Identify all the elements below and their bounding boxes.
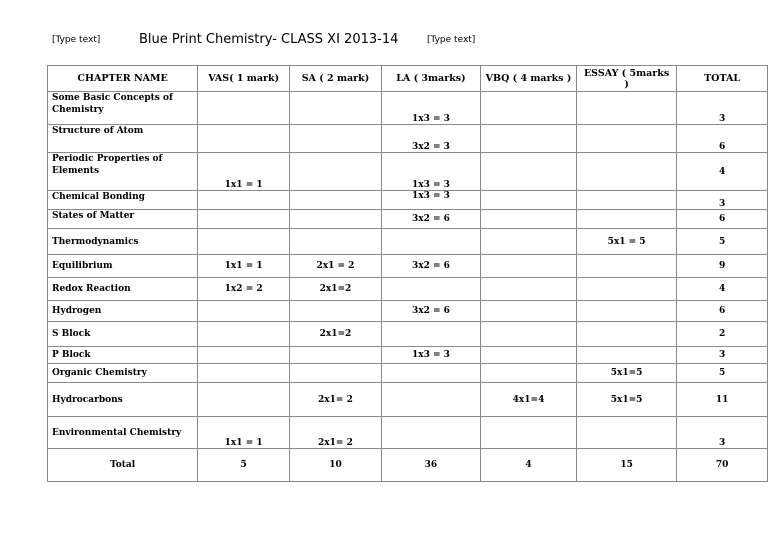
table-row bbox=[48, 322, 768, 347]
vas-total: 5 bbox=[198, 449, 290, 482]
sa-cell bbox=[290, 92, 382, 125]
table-row bbox=[48, 364, 768, 383]
la-cell bbox=[381, 383, 480, 417]
col-header-vbq: VBQ ( 4 marks ) bbox=[481, 66, 577, 92]
chapter-name: Periodic Properties of Elements bbox=[48, 153, 198, 191]
essay-cell bbox=[577, 301, 677, 322]
essay-cell: 5x1 = 5 bbox=[577, 229, 677, 255]
table-row bbox=[48, 191, 768, 210]
table-header-row bbox=[48, 66, 768, 92]
sa-cell bbox=[290, 229, 382, 255]
total-cell: 3 bbox=[677, 417, 768, 449]
vbq-cell bbox=[481, 364, 577, 383]
vas-cell bbox=[198, 347, 290, 364]
page-header bbox=[0, 32, 768, 52]
total-row bbox=[48, 449, 768, 482]
essay-cell bbox=[577, 347, 677, 364]
essay-total: 15 bbox=[577, 449, 677, 482]
la-cell: 1x3 = 3 bbox=[381, 191, 480, 210]
table-row bbox=[48, 278, 768, 301]
total-cell: 3 bbox=[677, 347, 768, 364]
table-row bbox=[48, 210, 768, 229]
vas-cell bbox=[198, 383, 290, 417]
vbq-cell bbox=[481, 153, 577, 191]
table-row bbox=[48, 92, 768, 125]
chapter-name: Environmental Chemistry bbox=[48, 417, 198, 449]
chapter-name: P Block bbox=[48, 347, 198, 364]
vbq-cell bbox=[481, 417, 577, 449]
vas-cell: 1x1 = 1 bbox=[198, 255, 290, 278]
la-cell bbox=[381, 229, 480, 255]
vbq-cell bbox=[481, 347, 577, 364]
vbq-cell bbox=[481, 229, 577, 255]
total-cell: 3 bbox=[677, 92, 768, 125]
table-row bbox=[48, 229, 768, 255]
total-cell: 5 bbox=[677, 364, 768, 383]
vas-cell bbox=[198, 92, 290, 125]
vas-cell bbox=[198, 229, 290, 255]
grand-total: 70 bbox=[677, 449, 768, 482]
sa-cell: 2x1=2 bbox=[290, 322, 382, 347]
sa-cell bbox=[290, 210, 382, 229]
col-header-vas: VAS( 1 mark) bbox=[198, 66, 290, 92]
vbq-cell bbox=[481, 301, 577, 322]
sa-cell bbox=[290, 347, 382, 364]
sa-cell bbox=[290, 125, 382, 153]
la-cell: 1x3 = 3 bbox=[381, 153, 480, 191]
essay-cell: 5x1=5 bbox=[577, 364, 677, 383]
essay-cell bbox=[577, 125, 677, 153]
vbq-cell bbox=[481, 255, 577, 278]
chapter-name: Equilibrium bbox=[48, 255, 198, 278]
chapter-name: Redox Reaction bbox=[48, 278, 198, 301]
la-cell bbox=[381, 417, 480, 449]
la-cell: 3x2 = 6 bbox=[381, 210, 480, 229]
document-title: Blue Print Chemistry- CLASS XI 2013-14 bbox=[139, 32, 399, 47]
vbq-cell bbox=[481, 191, 577, 210]
vas-cell bbox=[198, 364, 290, 383]
vas-cell bbox=[198, 322, 290, 347]
vas-cell bbox=[198, 301, 290, 322]
sa-cell bbox=[290, 364, 382, 383]
total-cell: 11 bbox=[677, 383, 768, 417]
table-row bbox=[48, 255, 768, 278]
table-row bbox=[48, 347, 768, 364]
essay-cell bbox=[577, 417, 677, 449]
total-cell: 4 bbox=[677, 278, 768, 301]
total-cell: 6 bbox=[677, 125, 768, 153]
vbq-cell: 4x1=4 bbox=[481, 383, 577, 417]
table-row bbox=[48, 125, 768, 153]
la-cell: 1x3 = 3 bbox=[381, 347, 480, 364]
la-cell: 3x2 = 3 bbox=[381, 125, 480, 153]
vbq-cell bbox=[481, 92, 577, 125]
total-cell: 9 bbox=[677, 255, 768, 278]
sa-cell: 2x1 = 2 bbox=[290, 255, 382, 278]
col-header-chapter: CHAPTER NAME bbox=[48, 66, 198, 92]
sa-cell bbox=[290, 191, 382, 210]
vbq-cell bbox=[481, 278, 577, 301]
essay-cell bbox=[577, 210, 677, 229]
vas-cell: 1x2 = 2 bbox=[198, 278, 290, 301]
total-cell: 5 bbox=[677, 229, 768, 255]
la-cell bbox=[381, 322, 480, 347]
chapter-name: Thermodynamics bbox=[48, 229, 198, 255]
vas-cell bbox=[198, 210, 290, 229]
header-right-placeholder[interactable]: [Type text] bbox=[427, 35, 476, 45]
table-row bbox=[48, 301, 768, 322]
vbq-cell bbox=[481, 210, 577, 229]
table-row bbox=[48, 383, 768, 417]
vas-cell bbox=[198, 125, 290, 153]
col-header-la: LA ( 3marks) bbox=[381, 66, 480, 92]
col-header-sa: SA ( 2 mark) bbox=[290, 66, 382, 92]
table-row bbox=[48, 153, 768, 191]
chapter-name: Organic Chemistry bbox=[48, 364, 198, 383]
total-cell: 6 bbox=[677, 301, 768, 322]
col-header-essay: ESSAY ( 5marks ) bbox=[577, 66, 677, 92]
chapter-name: Some Basic Concepts of Chemistry bbox=[48, 92, 198, 125]
total-cell: 4 bbox=[677, 153, 768, 191]
chapter-name: Hydrogen bbox=[48, 301, 198, 322]
chapter-name: Hydrocarbons bbox=[48, 383, 198, 417]
total-cell: 3 bbox=[677, 191, 768, 210]
sa-cell: 2x1=2 bbox=[290, 278, 382, 301]
sa-cell: 2x1= 2 bbox=[290, 383, 382, 417]
vbq-cell bbox=[481, 322, 577, 347]
sa-cell bbox=[290, 301, 382, 322]
essay-cell: 5x1=5 bbox=[577, 383, 677, 417]
blueprint-table bbox=[47, 65, 768, 482]
la-cell bbox=[381, 364, 480, 383]
chapter-name: States of Matter bbox=[48, 210, 198, 229]
la-cell: 1x3 = 3 bbox=[381, 92, 480, 125]
vas-cell: 1x1 = 1 bbox=[198, 417, 290, 449]
chapter-name: S Block bbox=[48, 322, 198, 347]
vas-cell: 1x1 = 1 bbox=[198, 153, 290, 191]
chapter-name: Structure of Atom bbox=[48, 125, 198, 153]
header-left-placeholder[interactable]: [Type text] bbox=[52, 35, 101, 45]
total-cell: 6 bbox=[677, 210, 768, 229]
essay-cell bbox=[577, 322, 677, 347]
la-cell: 3x2 = 6 bbox=[381, 301, 480, 322]
essay-cell bbox=[577, 255, 677, 278]
sa-total: 10 bbox=[290, 449, 382, 482]
vas-cell bbox=[198, 191, 290, 210]
la-total: 36 bbox=[381, 449, 480, 482]
chapter-name: Chemical Bonding bbox=[48, 191, 198, 210]
la-cell: 3x2 = 6 bbox=[381, 255, 480, 278]
vbq-total: 4 bbox=[481, 449, 577, 482]
sa-cell bbox=[290, 153, 382, 191]
la-cell bbox=[381, 278, 480, 301]
total-row-label: Total bbox=[48, 449, 198, 482]
essay-cell bbox=[577, 191, 677, 210]
essay-cell bbox=[577, 153, 677, 191]
col-header-total: TOTAL bbox=[677, 66, 768, 92]
essay-cell bbox=[577, 278, 677, 301]
table-row bbox=[48, 417, 768, 449]
total-cell: 2 bbox=[677, 322, 768, 347]
essay-cell bbox=[577, 92, 677, 125]
sa-cell: 2x1= 2 bbox=[290, 417, 382, 449]
vbq-cell bbox=[481, 125, 577, 153]
